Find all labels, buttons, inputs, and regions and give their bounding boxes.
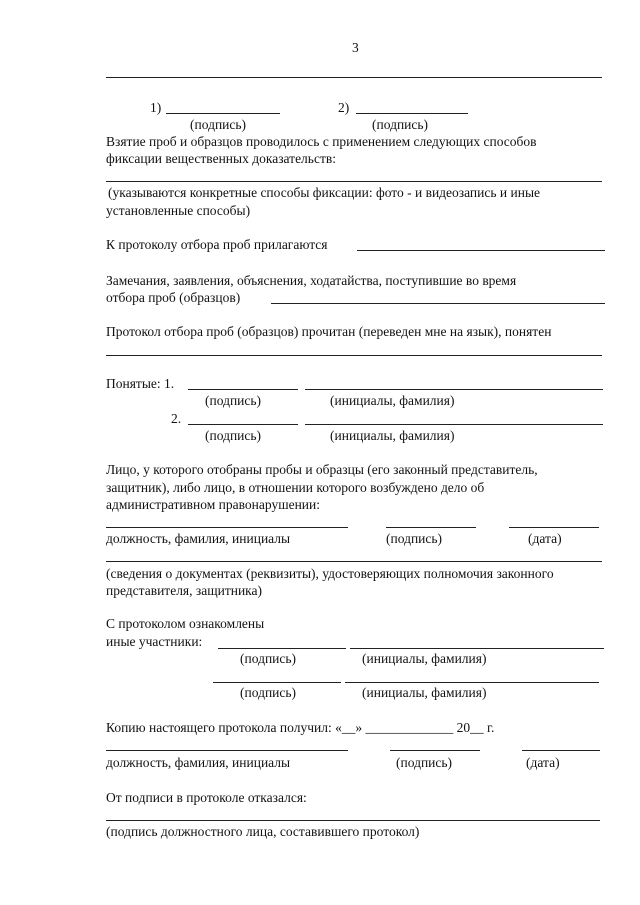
fixation-hint-1: (указываются конкретные способы фиксации: фото - и видеозапись и иные [108,185,541,200]
copy-pos-line[interactable] [106,750,348,751]
participant-1-name-label: (инициалы, фамилия) [362,651,487,666]
person-sig-label: (подпись) [386,531,443,546]
witness-1-sig-line[interactable] [188,389,298,390]
witness-2-num: 2. [171,411,182,426]
sig-line-2[interactable] [356,113,468,114]
person-date-label: (дата) [528,531,562,546]
copy-pos-label: должность, фамилия, инициалы [106,755,291,770]
refused-text: От подписи в протоколе отказался: [106,790,307,805]
witness-1-name-label: (инициалы, фамилия) [330,393,455,408]
attached-label: К протоколу отбора проб прилагаются [106,237,328,252]
person-line-2: защитник), либо лицо, в отношении которого возбуждено дело об [106,480,485,495]
participants-line-2: иные участники: [106,634,203,649]
top-rule [106,77,602,78]
copy-date-label: (дата) [526,755,560,770]
participant-1-name-line[interactable] [350,648,604,649]
witness-2-name-line[interactable] [305,424,603,425]
copy-received-text: Копию настоящего протокола получил: «__» _____________ 20__ г. [106,720,495,735]
witness-1-name-line[interactable] [305,389,603,390]
fixation-line-2: фиксации вещественных доказательств: [106,151,336,166]
witnesses-title: Понятые: 1. [106,376,175,391]
participant-2-name-label: (инициалы, фамилия) [362,685,487,700]
sig-line-1[interactable] [166,113,280,114]
person-pos-label: должность, фамилия, инициалы [106,531,291,546]
person-pos-line[interactable] [106,527,348,528]
sig-num-1: 1) [150,100,162,115]
read-protocol-text: Протокол отбора проб (образцов) прочитан (переведен мне на язык), понятен [106,324,552,339]
remarks-line-2: отбора проб (образцов) [106,290,241,305]
remarks-line-1: Замечания, заявления, объяснения, ходатайства, поступившие во время [106,273,517,288]
fixation-hint-2: установленные способы) [106,203,251,218]
read-protocol-line[interactable] [106,355,602,356]
participant-2-sig-label: (подпись) [240,685,297,700]
person-date-line[interactable] [509,527,599,528]
docs-input-line[interactable] [106,561,602,562]
participant-2-sig-line[interactable] [213,682,341,683]
docs-line-1: (сведения о документах (реквизиты), удостоверяющих полномочия законного [106,566,554,581]
attached-input-line[interactable] [357,250,605,251]
person-line-1: Лицо, у которого отобраны пробы и образцы (его законный представитель, [106,462,538,477]
witness-2-sig-line[interactable] [188,424,298,425]
copy-sig-line[interactable] [390,750,480,751]
refused-input-line[interactable] [106,820,600,821]
refused-label: (подпись должностного лица, составившего протокол) [106,824,420,839]
witness-2-name-label: (инициалы, фамилия) [330,428,455,443]
fixation-line-1: Взятие проб и образцов проводилось с применением следующих способов [106,134,537,149]
copy-sig-label: (подпись) [396,755,453,770]
person-sig-line[interactable] [386,527,476,528]
participant-1-sig-label: (подпись) [240,651,297,666]
sig-label-2: (подпись) [372,117,429,132]
fixation-input-line[interactable] [106,181,602,182]
page-number: 3 [352,40,359,55]
witness-2-sig-label: (подпись) [205,428,262,443]
participants-line-1: С протоколом ознакомлены [106,616,265,631]
docs-line-2: представителя, защитника) [106,583,263,598]
participant-1-sig-line[interactable] [218,648,346,649]
participant-2-name-line[interactable] [345,682,599,683]
copy-date-line[interactable] [522,750,600,751]
person-line-3: административном правонарушении: [106,497,321,512]
sig-label-1: (подпись) [190,117,247,132]
witness-1-sig-label: (подпись) [205,393,262,408]
sig-num-2: 2) [338,100,350,115]
remarks-input-line[interactable] [271,303,605,304]
